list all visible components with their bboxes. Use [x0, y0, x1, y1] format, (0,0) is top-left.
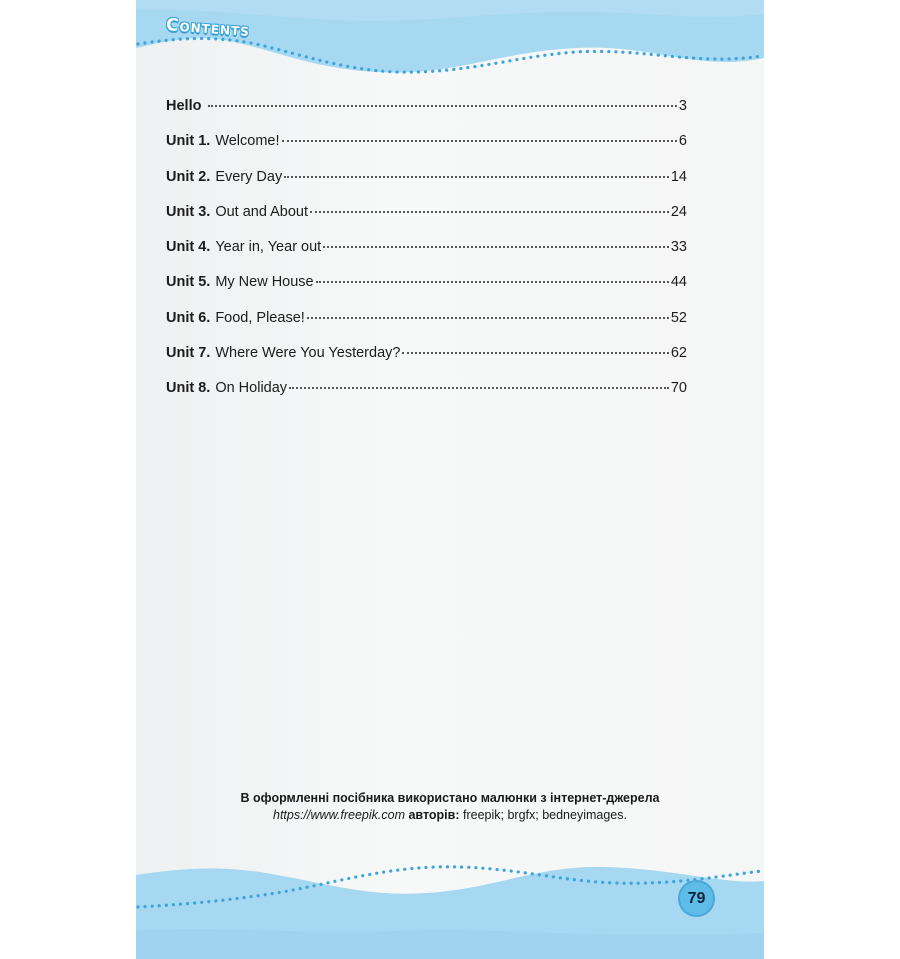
toc-unit-label: Unit 5.: [166, 274, 211, 291]
toc-unit-label: Unit 3.: [166, 203, 211, 220]
toc-unit-label: Unit 7.: [166, 345, 211, 362]
toc-unit-label: Unit 1.: [166, 133, 211, 150]
toc-entry-unit-8[interactable]: [166, 380, 687, 415]
toc-title: Where Were You Yesterday?: [215, 345, 401, 362]
toc-unit-label: Hello: [166, 98, 202, 114]
toc-page-number: 70: [670, 380, 687, 397]
dot-leader: [323, 245, 669, 248]
top-wave-band: [136, 0, 764, 90]
dot-leader: [402, 351, 668, 354]
toc-title: Every Day: [215, 168, 283, 185]
toc-page-number: 44: [670, 274, 687, 291]
toc-entry-unit-1[interactable]: [166, 133, 687, 168]
toc-unit-label: Unit 4.: [166, 239, 211, 256]
dot-leader: [310, 210, 669, 213]
toc-title: On Holiday: [215, 380, 288, 397]
toc-title: My New House: [215, 274, 314, 291]
dot-leader: [289, 386, 669, 389]
toc-title: Year in, Year out: [215, 239, 322, 256]
image-credits: [136, 790, 764, 824]
dot-leader: [307, 316, 669, 319]
toc-page-number: 6: [678, 133, 687, 150]
toc-page-number: 33: [670, 239, 687, 256]
toc-entry-unit-4[interactable]: [166, 239, 687, 274]
toc-title: Food, Please!: [215, 309, 305, 326]
contents-heading: Contents: [165, 15, 251, 41]
bottom-wave-band: [136, 835, 764, 959]
toc-unit-label: Unit 6.: [166, 309, 211, 326]
toc-page-number: 14: [670, 168, 687, 185]
table-of-contents: [166, 98, 687, 416]
credits-heading: В оформленні посібника використано малюнки з інтернет-джерела: [240, 791, 660, 805]
toc-page-number: 52: [670, 309, 687, 326]
toc-entry-unit-7[interactable]: [166, 345, 687, 380]
credits-authors-label: авторів:: [408, 808, 460, 822]
credits-authors: freepik; brgfx; bedneyimages.: [463, 808, 627, 822]
toc-title: Welcome!: [215, 133, 280, 150]
toc-page-number: 62: [670, 345, 687, 362]
toc-page-number: 3: [678, 98, 687, 114]
toc-unit-label: Unit 8.: [166, 380, 211, 397]
toc-title: Out and About: [215, 203, 309, 220]
dot-leader: [208, 104, 676, 107]
toc-entry-unit-5[interactable]: [166, 274, 687, 309]
toc-unit-label: Unit 2.: [166, 168, 211, 185]
credits-url[interactable]: https://www.freepik.com: [273, 808, 405, 822]
dot-leader: [316, 280, 669, 283]
page-number-badge: 79: [678, 880, 715, 917]
dot-leader: [282, 139, 677, 142]
credits-source: [136, 807, 764, 824]
dot-leader: [284, 175, 669, 178]
toc-entry-unit-3[interactable]: [166, 204, 687, 239]
toc-entry-unit-2[interactable]: [166, 169, 687, 204]
toc-entry-hello[interactable]: [166, 98, 687, 133]
toc-page-number: 24: [670, 203, 687, 220]
book-page: [136, 0, 764, 959]
toc-entry-unit-6[interactable]: [166, 310, 687, 345]
